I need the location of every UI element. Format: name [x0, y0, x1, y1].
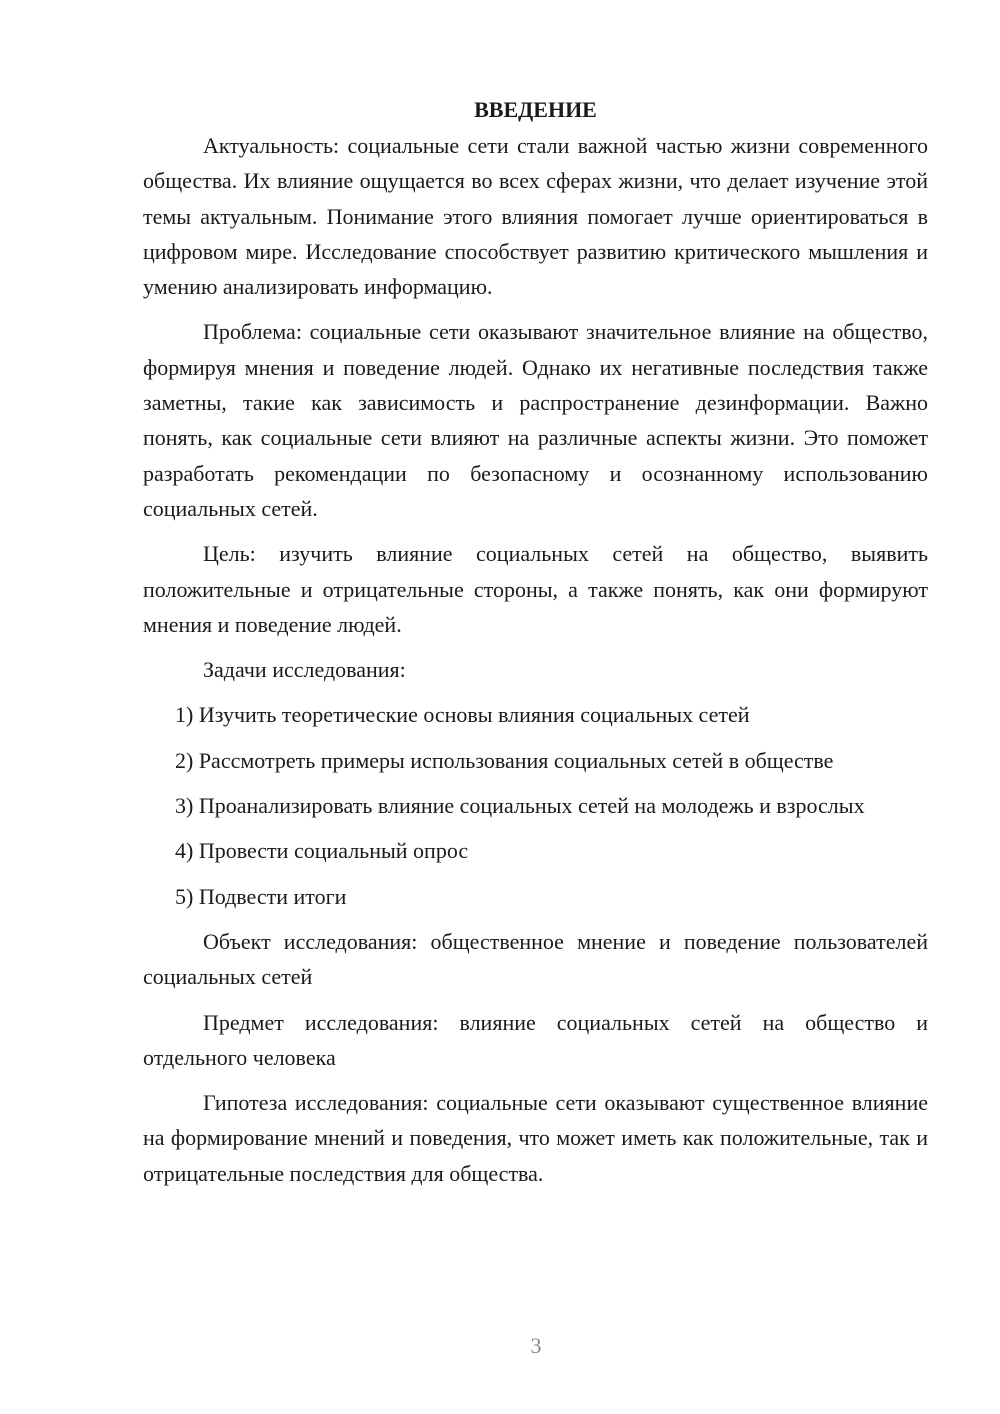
paragraph-relevance: Актуальность: социальные сети стали важной частью жизни современного общества. Их влияние ощущается во всех сферах жизни, что делает изучение этой темы актуальным. Понимание этого влияния помогает лучше ориентироваться в цифровом мире. Исследование способствует развитию критического мышления и умению анализировать информацию. — [143, 133, 928, 300]
tasks-heading: Задачи исследования: — [203, 657, 406, 683]
task-item-5: 5) Подвести итоги — [175, 883, 347, 909]
paragraph-hypothesis: Гипотеза исследования: социальные сети оказывают существенное влияние на формирование мнений и поведения, что может иметь как положительные, так и отрицательные последствия для общества. — [143, 1090, 928, 1186]
section-title: ВВЕДЕНИЕ — [474, 97, 597, 122]
document-page — [143, 94, 928, 1201]
paragraph-object: Объект исследования: общественное мнение и поведение пользователей социальных сетей — [143, 928, 928, 990]
paragraph-goal: Цель: изучить влияние социальных сетей на общество, выявить положительные и отрицательные стороны, а также понять, как они формируют мнения и поведение людей. — [143, 541, 928, 637]
task-item-4: 4) Провести социальный опрос — [175, 838, 469, 864]
paragraph-problem: Проблема: социальные сети оказывают значительное влияние на общество, формируя мнения и поведение людей. Однако их негативные последствия также заметны, такие как зависимость и распространение дезинформации. Важно понять, как социальные сети влияют на различные аспекты жизни. Это поможет разработать рекомендации по безопасному и осознанному использованию социальных сетей. — [143, 319, 928, 521]
task-item-1: 1) Изучить теоретические основы влияния социальных сетей — [175, 702, 750, 728]
task-item-2: 2) Рассмотреть примеры использования социальных сетей в обществе — [175, 747, 834, 773]
paragraph-subject: Предмет исследования: влияние социальных сетей на общество и отдельного человека — [143, 1009, 928, 1070]
task-item-3: 3) Проанализировать влияние социальных сетей на молодежь и взрослых — [175, 793, 865, 819]
page-number: 3 — [530, 1333, 542, 1358]
